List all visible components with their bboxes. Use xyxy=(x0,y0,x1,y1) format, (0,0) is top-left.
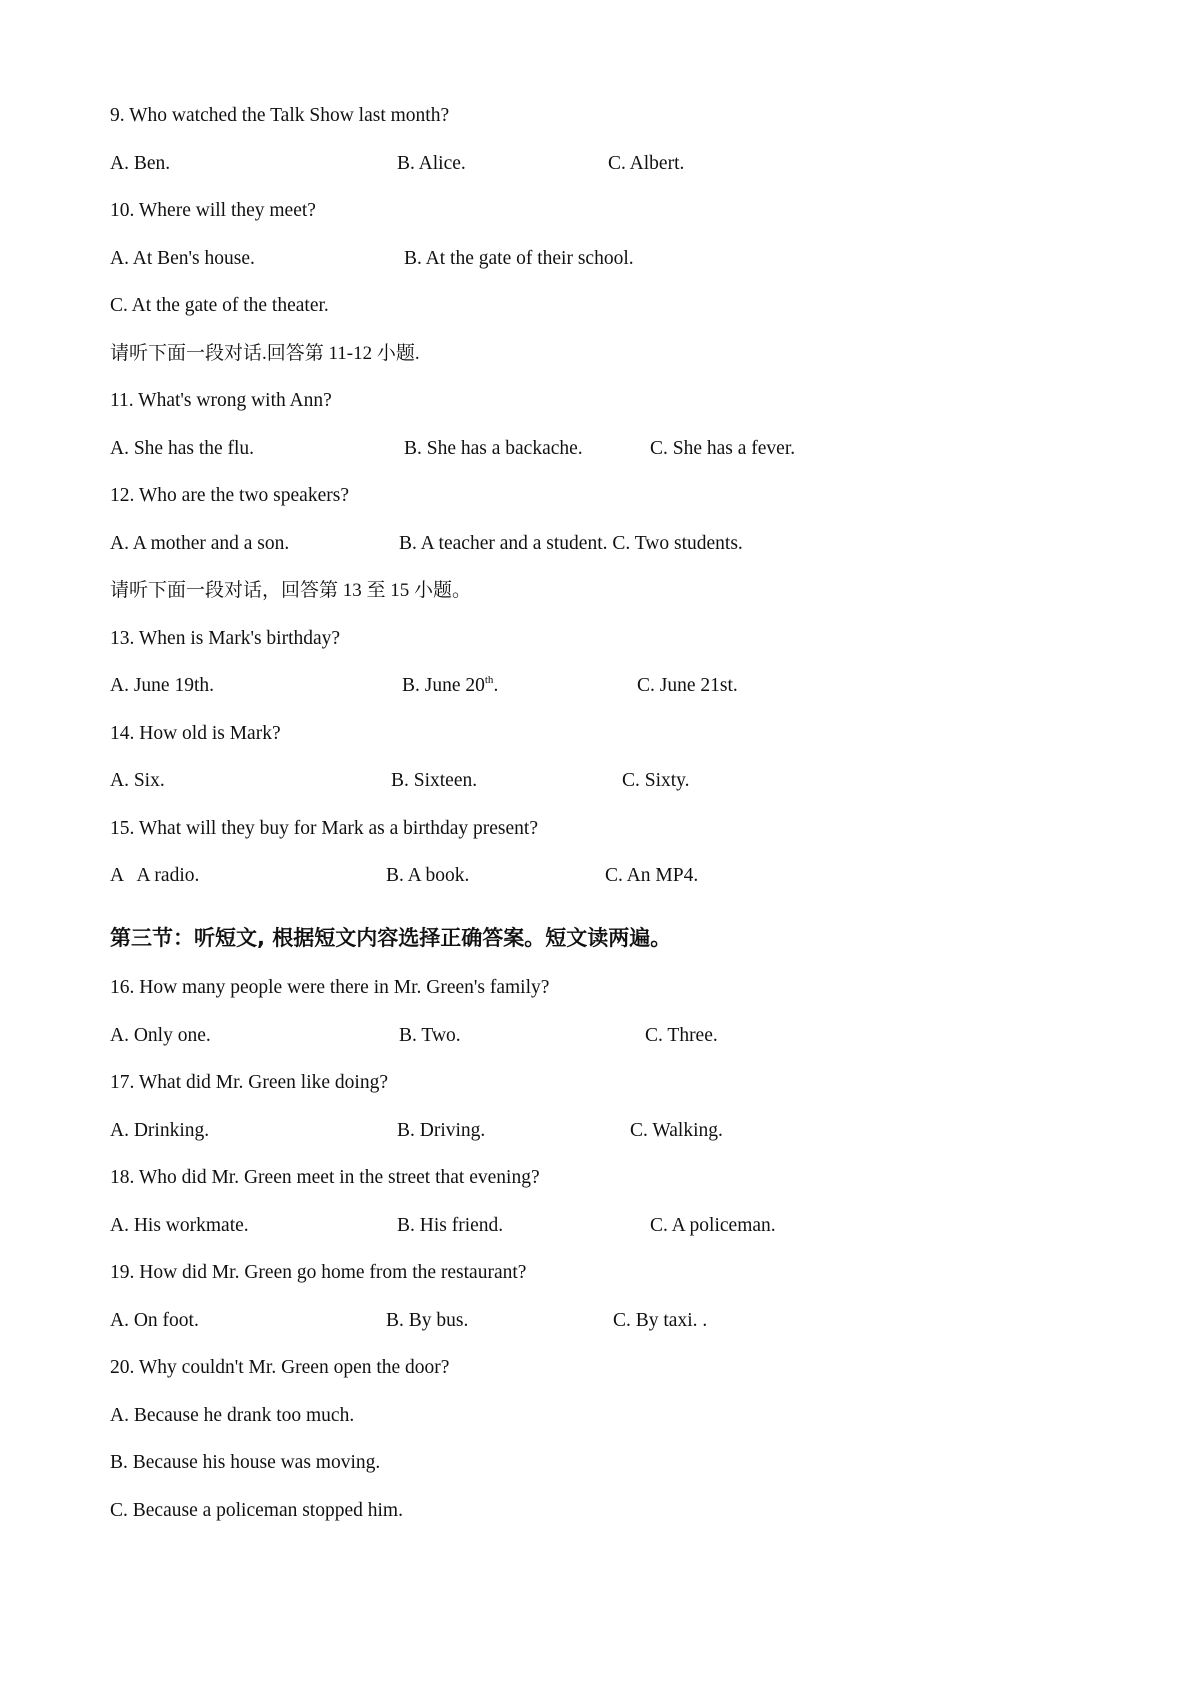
option-b: B. By bus. xyxy=(386,1310,469,1331)
option-c: C. At the gate of the theater. xyxy=(110,295,329,316)
option-b: B. Because his house was moving. xyxy=(110,1452,381,1473)
section-3-heading: 第三节：听短文, 根据短文内容选择正确答案。短文读两遍。 xyxy=(110,926,672,950)
option-b: B. Sixteen. xyxy=(391,770,478,791)
option-a: A. At Ben's house. xyxy=(110,248,255,269)
question-12: 12. Who are the two speakers? xyxy=(110,485,349,506)
option-b: B. Alice. xyxy=(397,153,466,174)
option-a: A. She has the flu. xyxy=(110,438,255,459)
option-b: B. Two. xyxy=(399,1025,461,1046)
question-17: 17. What did Mr. Green like doing? xyxy=(110,1072,388,1093)
option-a: A. Because he drank too much. xyxy=(110,1405,355,1426)
option-b: B. A book. xyxy=(386,865,470,886)
question-20: 20. Why couldn't Mr. Green open the door? xyxy=(110,1357,450,1378)
question-14: 14. How old is Mark? xyxy=(110,723,281,744)
option-c: C. Three. xyxy=(645,1025,718,1046)
option-b xyxy=(402,674,498,698)
question-9: 9. Who watched the Talk Show last month? xyxy=(110,105,450,126)
option-c: C. Sixty. xyxy=(622,770,690,791)
option-b: B. Driving. xyxy=(397,1120,486,1141)
option-a: A. June 19th. xyxy=(110,675,214,696)
question-15: 15. What will they buy for Mark as a birthday present? xyxy=(110,818,538,839)
option-b: B. His friend. xyxy=(397,1215,504,1236)
option-b-text: B. June 20 xyxy=(402,675,485,696)
option-c: C. June 21st. xyxy=(637,675,738,696)
option-c: C. Albert. xyxy=(608,153,685,174)
option-c: C. An MP4. xyxy=(605,865,699,886)
question-16: 16. How many people were there in Mr. Green's family? xyxy=(110,977,550,998)
question-10: 10. Where will they meet? xyxy=(110,200,316,221)
option-b: B. At the gate of their school. xyxy=(404,248,634,269)
option-a: A. Six. xyxy=(110,770,165,791)
option-a: A A radio. xyxy=(110,865,200,886)
option-a: A. On foot. xyxy=(110,1310,199,1331)
option-a: A. Drinking. xyxy=(110,1120,210,1141)
option-b-ordinal: th xyxy=(484,674,494,686)
option-c: C. She has a fever. xyxy=(650,438,796,459)
question-18: 18. Who did Mr. Green meet in the street that evening? xyxy=(110,1167,540,1188)
instruction-13-15: 请听下面一段对话，回答第 13 至 15 小题。 xyxy=(110,580,472,601)
option-c: C. A policeman. xyxy=(650,1215,776,1236)
question-19: 19. How did Mr. Green go home from the restaurant? xyxy=(110,1262,527,1283)
question-11: 11. What's wrong with Ann? xyxy=(110,390,332,411)
option-b-period: . xyxy=(493,675,499,696)
option-c: C. Because a policeman stopped him. xyxy=(110,1500,403,1521)
option-b: B. She has a backache. xyxy=(404,438,583,459)
option-c: C. Walking. xyxy=(630,1120,723,1141)
option-a: A. A mother and a son. xyxy=(110,533,290,554)
instruction-11-12: 请听下面一段对话.回答第 11-12 小题. xyxy=(110,343,420,364)
option-b-c: B. A teacher and a student. C. Two students. xyxy=(399,533,743,554)
option-c: C. By taxi. . xyxy=(613,1310,708,1331)
option-a: A. His workmate. xyxy=(110,1215,249,1236)
question-13: 13. When is Mark's birthday? xyxy=(110,628,341,649)
option-a: A. Only one. xyxy=(110,1025,211,1046)
option-a: A. Ben. xyxy=(110,153,171,174)
